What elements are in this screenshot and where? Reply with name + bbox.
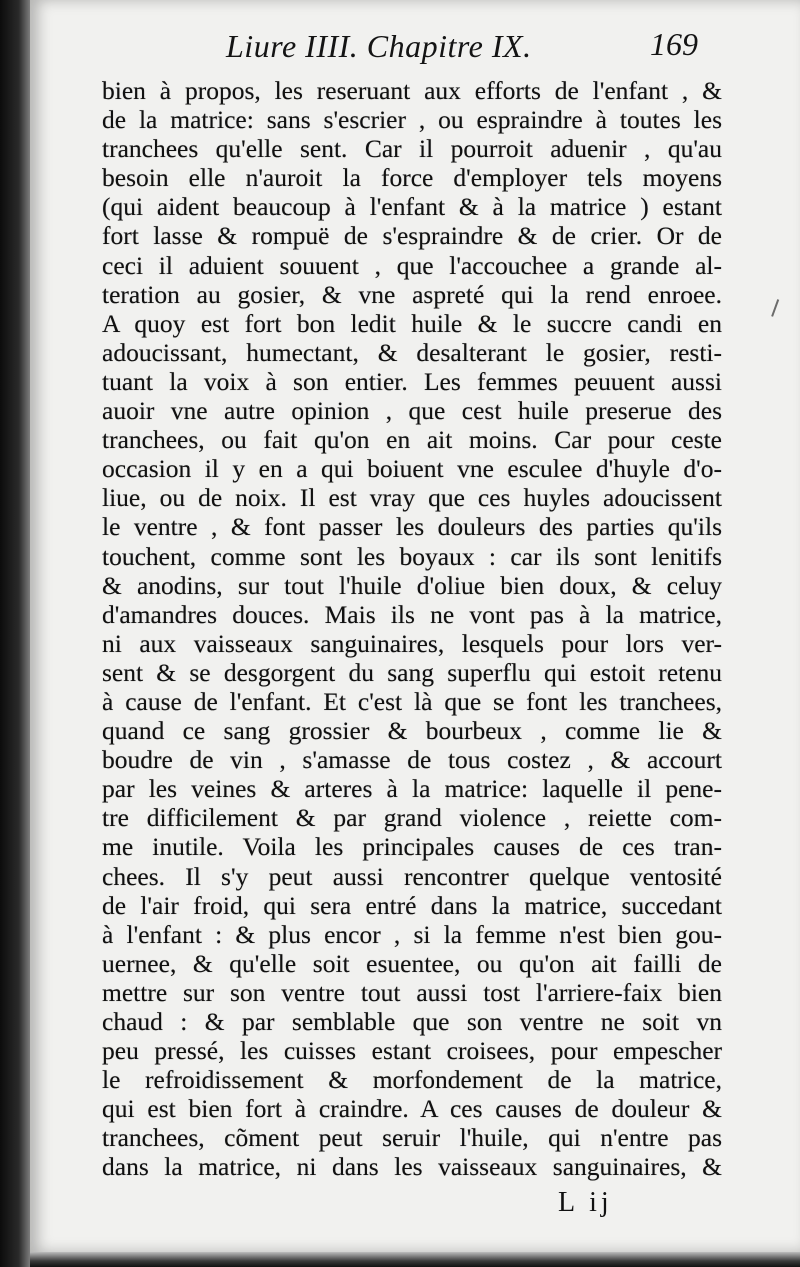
- text-line: le ventre , & font passer les douleurs des parties qu'ils: [102, 512, 722, 542]
- text-line: ceci il aduient souuent , que l'accouchee a grande al-: [102, 250, 722, 280]
- book-page: [30, 0, 800, 1252]
- text-line: de la matrice: sans s'escrier , ou espraindre à toutes les: [102, 105, 722, 135]
- text-line: tre difficilement & par grand violence , reiette com-: [102, 803, 722, 833]
- text-line: occasion il y en a qui boiuent vne esculee d'huyle d'o-: [102, 454, 722, 484]
- text-line: besoin elle n'auroit la force d'employer tels moyens: [102, 163, 722, 193]
- text-line: & anodins, sur tout l'huile d'oliue bien doux, & celuy: [102, 570, 722, 600]
- text-line: à l'enfant : & plus encor , si la femme n'est bien gou-: [102, 919, 722, 949]
- page-number: 169: [650, 26, 698, 62]
- text-line: dans la matrice, ni dans les vaisseaux sanguinaires, &: [102, 1152, 722, 1182]
- text-line: tranchees qu'elle sent. Car il pourroit aduenir , qu'au: [102, 134, 722, 164]
- page-header: [30, 24, 800, 74]
- text-line: teration au gosier, & vne aspreté qui la rend enroee.: [102, 279, 722, 309]
- text-line: quand ce sang grossier & bourbeux , comme lie &: [102, 716, 722, 746]
- body-text: [102, 76, 722, 1182]
- text-line: tranchees, cõment peut seruir l'huile, qui n'entre pas: [102, 1123, 722, 1153]
- text-line: me inutile. Voila les principales causes de ces tran-: [102, 832, 722, 862]
- text-line: ni aux vaisseaux sanguinaires, lesquels pour lors ver-: [102, 628, 722, 658]
- text-line: auoir vne autre opinion , que cest huile preserue des: [102, 396, 722, 426]
- scan-edge-left: [0, 0, 34, 1267]
- text-line: qui est bien fort à craindre. A ces causes de douleur &: [102, 1094, 722, 1124]
- text-line: par les veines & arteres à la matrice: laquelle il pene-: [102, 774, 722, 804]
- text-line: touchent, comme sont les boyaux : car ils sont lenitifs: [102, 541, 722, 571]
- text-line: mettre sur son ventre tout aussi tost l'arriere-faix bien: [102, 977, 722, 1007]
- text-line: uernee, & qu'elle soit esuentee, ou qu'on ait failli de: [102, 948, 722, 978]
- text-line: fort lasse & rompuë de s'espraindre & de crier. Or de: [102, 221, 722, 251]
- text-line: boudre de vin , s'amasse de tous costez , & accourt: [102, 745, 722, 775]
- ink-mark: [771, 299, 785, 319]
- scan-edge-bottom: [30, 1252, 800, 1267]
- text-line: A quoy est fort bon ledit huile & le succre candi en: [102, 308, 722, 338]
- text-line: (qui aident beaucoup à l'enfant & à la matrice ) estant: [102, 192, 722, 222]
- text-line: de l'air froid, qui sera entré dans la matrice, succedant: [102, 890, 722, 920]
- text-line: liue, ou de noix. Il est vray que ces huyles adoucissent: [102, 483, 722, 513]
- text-line: chaud : & par semblable que son ventre ne soit vn: [102, 1007, 722, 1036]
- text-line: sent & se desgorgent du sang superflu qui estoit retenu: [102, 657, 722, 687]
- running-title: Liure IIII. Chapitre IX.: [226, 28, 532, 64]
- text-line: bien à propos, les reseruant aux efforts de l'enfant , &: [102, 76, 722, 105]
- text-line: le refroidissement & morfondement de la matrice,: [102, 1065, 722, 1095]
- text-line: peu pressé, les cuisses estant croisees, pour empescher: [102, 1036, 722, 1066]
- text-line: tranchees, ou fait qu'on en ait moins. Car pour ceste: [102, 425, 722, 455]
- text-line: chees. Il s'y peut aussi rencontrer quelque ventosité: [102, 861, 722, 891]
- text-line: d'amandres douces. Mais ils ne vont pas à la matrice,: [102, 599, 722, 629]
- signature-mark: L ij: [558, 1187, 613, 1218]
- text-line: adoucissant, humectant, & desalterant le gosier, resti-: [102, 337, 722, 367]
- text-line: à cause de l'enfant. Et c'est là que se font les tranchees,: [102, 686, 722, 716]
- text-line: tuant la voix à son entier. Les femmes peuuent aussi: [102, 366, 722, 396]
